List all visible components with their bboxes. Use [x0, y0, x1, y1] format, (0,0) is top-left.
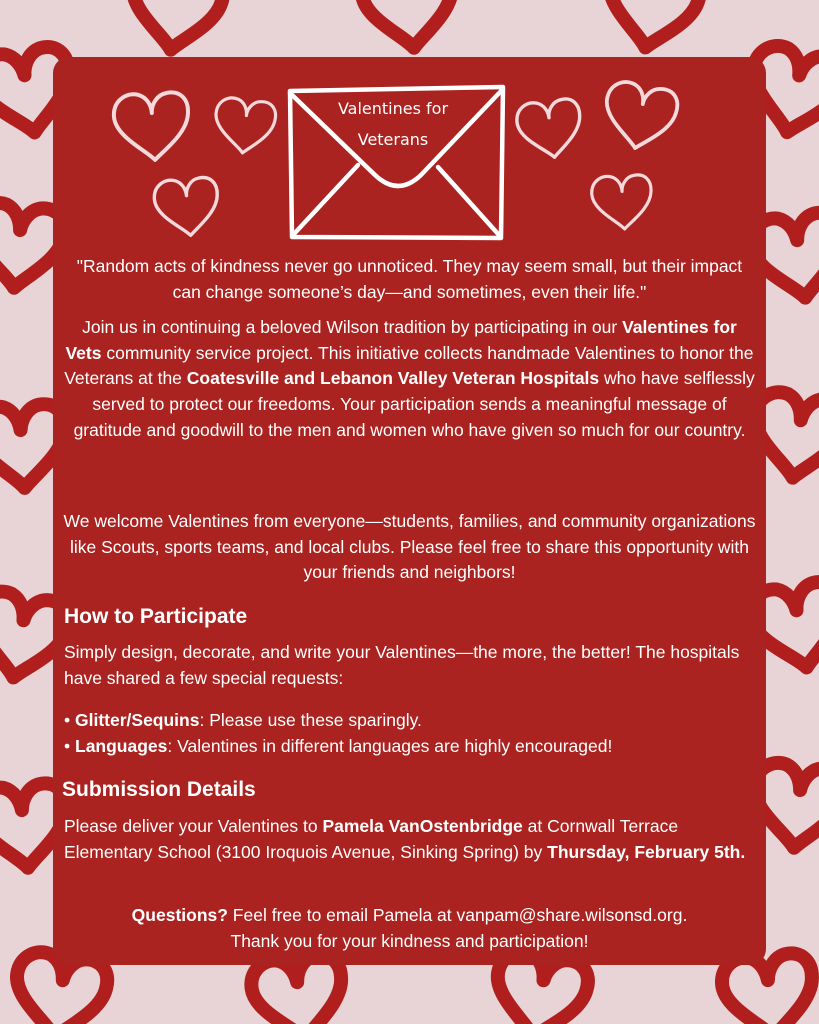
list-item [64, 708, 757, 734]
list-item [64, 734, 757, 760]
contact-email-text: Feel free to email Pamela at vanpam@share.wilsonsd.org. [227, 905, 688, 925]
bullet-marker: • [64, 710, 75, 730]
project-name: Valentines for Vets [65, 317, 737, 363]
welcome-paragraph: We welcome Valentines from everyone—students, families, and community organizations like Scouts, sports teams, and local clubs. Please feel free to share this opportunity with your friends and neighbors! [63, 511, 756, 583]
requests-list [64, 708, 757, 759]
bullet-text: : Valentines in different languages are highly encouraged! [167, 735, 613, 756]
deadline-date: Thursday, February 5th. [547, 841, 746, 862]
hospital-names: Coatesville and Lebanon Valley Veteran Hospitals [186, 368, 600, 389]
thanks-line: Thank you for your kindness and participation! [230, 931, 589, 951]
flyer-card [53, 57, 766, 965]
contact-name: Pamela VanOstenbridge [322, 816, 523, 836]
bullet-marker: • [64, 735, 75, 756]
intro-text: community service project. This initiative collects handmade Valentines to honor the Veterans at the [64, 342, 754, 389]
header-illustration [53, 57, 766, 257]
quote-text: "Random acts of kindness never go unnoticed. They may seem small, but their impact can change someone’s day—and sometimes, even their life." [76, 256, 743, 302]
envelope-title-line1: Valentines for [337, 99, 449, 118]
questions-label: Questions? [131, 905, 228, 925]
submission-paragraph [64, 814, 757, 865]
participate-heading: How to Participate [64, 605, 248, 628]
submission-text: at Cornwall Terrace Elementary School (3100 Iroquois Avenue, Sinking Spring) by [64, 816, 679, 862]
participate-text: Simply design, decorate, and write your Valentines—the more, the better! The hospitals have shared a few special requests: [64, 642, 740, 688]
submission-text: Please deliver your Valentines to [64, 816, 323, 836]
bullet-label: Languages [75, 735, 168, 756]
intro-text: Join us in continuing a beloved Wilson tradition by participating in our [82, 317, 623, 337]
bullet-label: Glitter/Sequins [75, 710, 200, 730]
bullet-text: : Please use these sparingly. [199, 710, 422, 730]
intro-paragraph [63, 315, 756, 444]
submission-heading: Submission Details [62, 778, 256, 801]
envelope-title-line2: Veterans [357, 130, 429, 149]
questions-line [63, 903, 756, 929]
intro-text: who have selflessly served to protect our freedoms. Your participation sends a meaningful message of gratitude and goodwill to the men and women who have given so much for our country. [73, 368, 755, 440]
